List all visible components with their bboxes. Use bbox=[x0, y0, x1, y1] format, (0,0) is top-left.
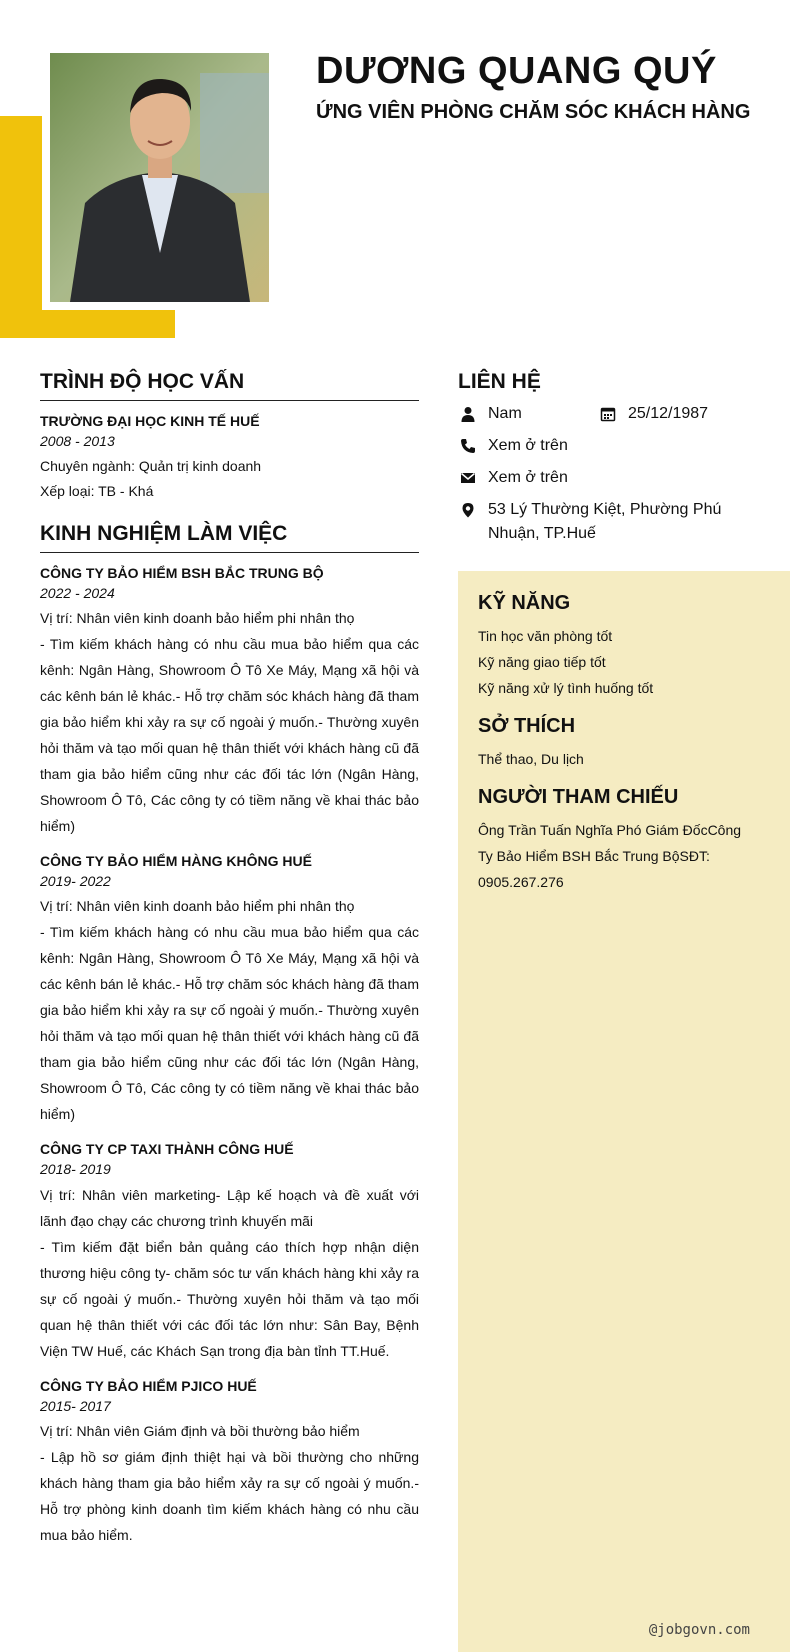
hobbies-title: SỞ THÍCH bbox=[478, 715, 576, 737]
contact-row-email bbox=[458, 466, 778, 490]
education-title: TRÌNH ĐỘ HỌC VẤN bbox=[40, 370, 419, 401]
hobbies-text: Thể thao, Du lịch bbox=[478, 751, 584, 767]
job-period: 2018- 2019 bbox=[40, 1161, 111, 1177]
education-block bbox=[40, 413, 419, 504]
contact-gender: Nam bbox=[488, 405, 522, 422]
contact-email: Xem ở trên bbox=[488, 469, 568, 486]
hobbies-section bbox=[478, 715, 758, 772]
school-name: TRƯỜNG ĐẠI HỌC KINH TẾ HUẾ bbox=[40, 413, 260, 429]
contact-row-address bbox=[458, 498, 778, 546]
contact-title: LIÊN HỆ bbox=[458, 370, 541, 393]
job-description: - Tìm kiếm đặt biển bản quảng cáo thích hợp nhận diện thương hiệu công ty- chăm sóc tư vấn khách hàng khi xảy ra sự cố ngoài ý muốn.- Thường xuyên hỏi thăm và tạo mối quan hệ thân thiết với các đối tác lớn như: Sân Bay, Bệnh Viện TW Huế, các Khách Sạn trong địa bàn tỉnh TT.Huế. bbox=[40, 1239, 419, 1359]
experience-title: KINH NGHIỆM LÀM VIỆC bbox=[40, 522, 419, 553]
accent-bar-horizontal bbox=[0, 310, 175, 338]
job-item bbox=[40, 565, 419, 839]
job-description: - Lập hồ sơ giám định thiệt hại và bồi thường cho những khách hàng tham gia bảo hiểm xảy ra sự cố ngoài ý muốn.- Hỗ trợ phòng kinh doanh tìm kiếm khách hàng có nhu cầu mua bảo hiểm. bbox=[40, 1449, 419, 1543]
job-position: Vị trí: Nhân viên kinh doanh bảo hiểm phi nhân thọ bbox=[40, 898, 355, 914]
contact-row-gender-birthday bbox=[458, 402, 778, 426]
job-description: - Tìm kiếm khách hàng có nhu cầu mua bảo hiểm qua các kênh: Ngân Hàng, Showroom Ô Tô Xe Máy, Mạng xã hội và các kênh bán lẻ khác.- Hỗ trợ chăm sóc khách hàng đã tham gia bảo hiểm khi xảy ra sự cố ngoài ý muốn.- Thường xuyên hỏi thăm và tạo mối quan hệ thân thiết với khách hàng cũ đã tham gia bảo hiểm cũng như các đối tác lớn (Ngân Hàng, Showroom Ô Tô, Các công ty có tiềm năng về khai thác bảo hiểm) bbox=[40, 924, 419, 1122]
job-period: 2015- 2017 bbox=[40, 1398, 111, 1414]
skills-title: KỸ NĂNG bbox=[478, 592, 571, 614]
location-pin-icon bbox=[458, 498, 478, 522]
job-position: Vị trí: Nhân viên Giám định và bồi thường bảo hiểm bbox=[40, 1423, 360, 1439]
skill-item: Kỹ năng xử lý tình huống tốt bbox=[478, 680, 654, 696]
job-period: 2019- 2022 bbox=[40, 873, 111, 889]
side-panel-content bbox=[478, 592, 758, 909]
skills-section bbox=[478, 592, 758, 701]
job-company: CÔNG TY BẢO HIỂM HÀNG KHÔNG HUẾ bbox=[40, 853, 312, 869]
job-company: CÔNG TY BẢO HIỂM PJICO HUẾ bbox=[40, 1378, 257, 1394]
contact-birthday: 25/12/1987 bbox=[628, 405, 709, 422]
job-item bbox=[40, 1378, 419, 1548]
references-title: NGƯỜI THAM CHIẾU bbox=[478, 786, 679, 808]
contact-phone: Xem ở trên bbox=[488, 437, 568, 454]
job-position: Vị trí: Nhân viên kinh doanh bảo hiểm phi nhân thọ bbox=[40, 610, 355, 626]
mail-icon bbox=[458, 466, 478, 490]
accent-bar-vertical bbox=[0, 116, 42, 338]
left-column bbox=[40, 370, 419, 1562]
job-description: - Tìm kiếm khách hàng có nhu cầu mua bảo hiểm qua các kênh: Ngân Hàng, Showroom Ô Tô Xe Máy, Mạng xã hội và các kênh bán lẻ khác.- Hỗ trợ chăm sóc khách hàng đã tham gia bảo hiểm khi xảy ra sự cố ngoài ý muốn.- Thường xuyên hỏi thăm và tạo mối quan hệ thân thiết với khách hàng cũ đã tham gia bảo hiểm cũng như các đối tác lớn (Ngân Hàng, Showroom Ô Tô, Các công ty có tiềm năng về khai thác bảo hiểm) bbox=[40, 636, 419, 834]
job-company: CÔNG TY CP TAXI THÀNH CÔNG HUẾ bbox=[40, 1141, 294, 1157]
job-company: CÔNG TY BẢO HIỂM BSH BẮC TRUNG BỘ bbox=[40, 565, 324, 581]
job-item bbox=[40, 1141, 419, 1364]
calendar-icon bbox=[598, 402, 618, 426]
candidate-name: DƯƠNG QUANG QUÝ bbox=[316, 50, 717, 92]
contact-section bbox=[458, 370, 778, 554]
references-text: Ông Trần Tuấn Nghĩa Phó Giám ĐốcCông Ty Bảo Hiểm BSH Bắc Trung BộSĐT: 0905.267.276 bbox=[478, 822, 742, 890]
references-section bbox=[478, 786, 758, 895]
job-item bbox=[40, 853, 419, 1127]
education-major: Chuyên ngành: Quản trị kinh doanh bbox=[40, 458, 262, 474]
skill-item: Kỹ năng giao tiếp tốt bbox=[478, 654, 606, 670]
skill-item: Tin học văn phòng tốt bbox=[478, 628, 613, 644]
education-grade: Xếp loại: TB - Khá bbox=[40, 483, 154, 499]
candidate-role: ỨNG VIÊN PHÒNG CHĂM SÓC KHÁCH HÀNG bbox=[316, 101, 751, 123]
education-period: 2008 - 2013 bbox=[40, 433, 115, 449]
watermark: @jobgovn.com bbox=[648, 1622, 750, 1638]
contact-address: 53 Lý Thường Kiệt, Phường Phú Nhuận, TP.Huế bbox=[488, 501, 722, 542]
contact-row-phone bbox=[458, 434, 778, 458]
person-icon bbox=[458, 402, 478, 426]
phone-icon bbox=[458, 434, 478, 458]
profile-photo bbox=[50, 53, 269, 302]
job-position: Vị trí: Nhân viên marketing- Lập kế hoạch và đề xuất với lãnh đạo chạy các chương trình khuyến mãi bbox=[40, 1187, 419, 1229]
job-period: 2022 - 2024 bbox=[40, 585, 115, 601]
